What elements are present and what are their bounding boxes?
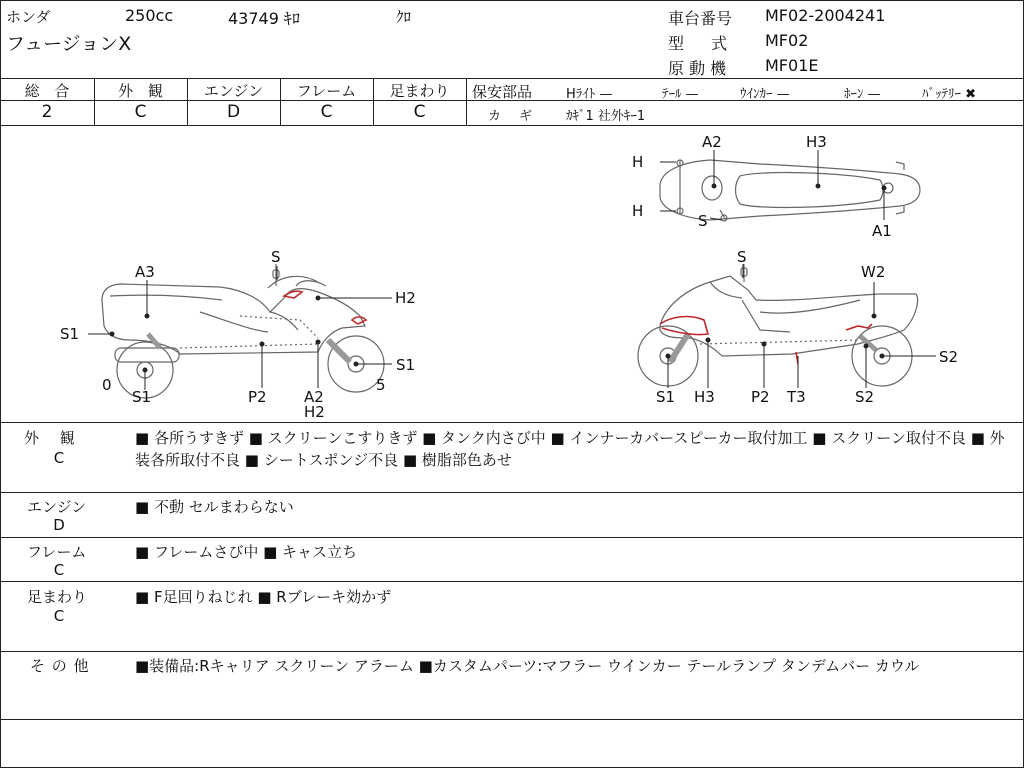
diagram-label: S2 <box>855 388 875 406</box>
diagram-label: H2 <box>304 403 325 421</box>
remark-text: ■ 不動 セルまわらない <box>135 498 294 516</box>
diagram-label: S <box>698 212 708 230</box>
grade-overall-label: 総 合 <box>24 82 70 100</box>
type-value: MF02 <box>765 31 809 50</box>
grade-exterior-value: C <box>134 102 147 122</box>
grade-suspension-value: C <box>413 102 426 122</box>
diagram-label: A2 <box>702 133 722 151</box>
remark-grade: C <box>53 607 65 625</box>
diagram-label: P2 <box>248 388 267 406</box>
safety-title: 保安部品 <box>472 83 533 101</box>
safety-taillight: ﾃｰﾙ — <box>662 87 699 102</box>
divider <box>0 651 1024 652</box>
remark-label: 外 観 <box>24 429 75 447</box>
maker: ホンダ <box>6 8 51 26</box>
callout-dots <box>110 184 887 373</box>
diagram-label: 5 <box>376 376 386 394</box>
diagram-label: S2 <box>939 348 959 366</box>
grade-overall-value: 2 <box>41 102 53 122</box>
frame-no: MF02-2004241 <box>765 6 886 25</box>
damage-marks-left <box>284 291 366 324</box>
diagram-label: H3 <box>694 388 715 406</box>
remark-grade: D <box>53 516 65 534</box>
safety-headlight: Hﾗｲﾄ — <box>566 87 613 102</box>
grade-exterior-label: 外 観 <box>118 82 163 100</box>
engine-label: 原 動 機 <box>668 59 727 78</box>
damage-diagram <box>0 126 1024 422</box>
divider <box>0 422 1024 423</box>
diagram-label: S1 <box>60 325 80 343</box>
engine-value: MF01E <box>765 56 819 75</box>
remark-grade: C <box>53 561 65 579</box>
safety-battery: ﾊﾞｯﾃﾘｰ ✖ <box>922 87 977 102</box>
remark-label: フレーム <box>27 543 87 561</box>
diagram-label: P2 <box>751 388 770 406</box>
remark-text: ■ フレームさび中 ■ キャス立ち <box>135 543 358 561</box>
diagram-label: H <box>632 153 644 171</box>
grade-engine-value: D <box>226 102 241 122</box>
diagram-label-group <box>60 133 958 421</box>
key-label: カ ギ <box>488 109 533 124</box>
divider <box>0 78 1024 79</box>
diagram-label: T3 <box>787 388 806 406</box>
grade-frame-value: C <box>320 102 333 122</box>
remark-grade: C <box>53 449 65 467</box>
safety-winker: ｳｲﾝｶｰ — <box>740 87 790 102</box>
scooter-left-side <box>102 264 384 398</box>
remark-label: そ の 他 <box>30 657 89 675</box>
key-value: ｶｷﾞ1 社外ｷｰ1 <box>566 109 646 124</box>
safety-horn: ﾎｰﾝ — <box>844 87 881 102</box>
remark-text: ■装備品:Rキャリア スクリーン アラーム ■カスタムパーツ:マフラー ウインカー テールランプ タンデムバー カウル <box>135 657 920 675</box>
diagram-label: S <box>737 248 747 266</box>
diagram-label: S1 <box>132 388 152 406</box>
grade-frame-label: フレーム <box>296 82 357 100</box>
remark-text: ■ 各所うすきず ■ スクリーンこすりきず ■ タンク内さび中 ■ インナーカバースピーカー取付加工 ■ スクリーン取付不良 ■ 外装各所取付不良 ■ シートスポンジ不良 ■ 樹脂部色あせ <box>135 429 1005 469</box>
type-label: 型 式 <box>668 34 728 53</box>
displacement: 250cc <box>125 6 174 25</box>
frame-no-label: 車台番号 <box>668 9 733 28</box>
diagram-label: 0 <box>102 376 112 394</box>
scooter-right-side <box>638 264 918 386</box>
diagram-label: S1 <box>656 388 676 406</box>
divider <box>0 581 1024 582</box>
remark-text: ■ F足回りねじれ ■ Rブレーキ効かず <box>135 588 392 606</box>
diagram-label: H3 <box>806 133 827 151</box>
remark-label: 足まわり <box>27 588 88 606</box>
divider <box>466 78 467 125</box>
model-name: フュージョンX <box>6 33 132 55</box>
diagram-label: A1 <box>872 222 892 240</box>
diagram-label: S1 <box>396 356 416 374</box>
grade-engine-label: エンジン <box>203 82 264 100</box>
diagram-label: S <box>271 248 281 266</box>
diagram-label: H <box>632 202 644 220</box>
color: ｸﾛ <box>396 8 412 26</box>
diagram-label: H2 <box>395 289 416 307</box>
diagram-label: A3 <box>135 263 155 281</box>
diagram-label: W2 <box>861 263 886 281</box>
grade-suspension-label: 足まわり <box>389 82 450 100</box>
mileage: 43749 ｷﾛ <box>228 9 300 28</box>
divider <box>0 492 1024 493</box>
diagram-label: A2 <box>304 388 324 406</box>
divider <box>0 719 1024 720</box>
divider <box>0 537 1024 538</box>
remark-label: エンジン <box>27 498 87 516</box>
